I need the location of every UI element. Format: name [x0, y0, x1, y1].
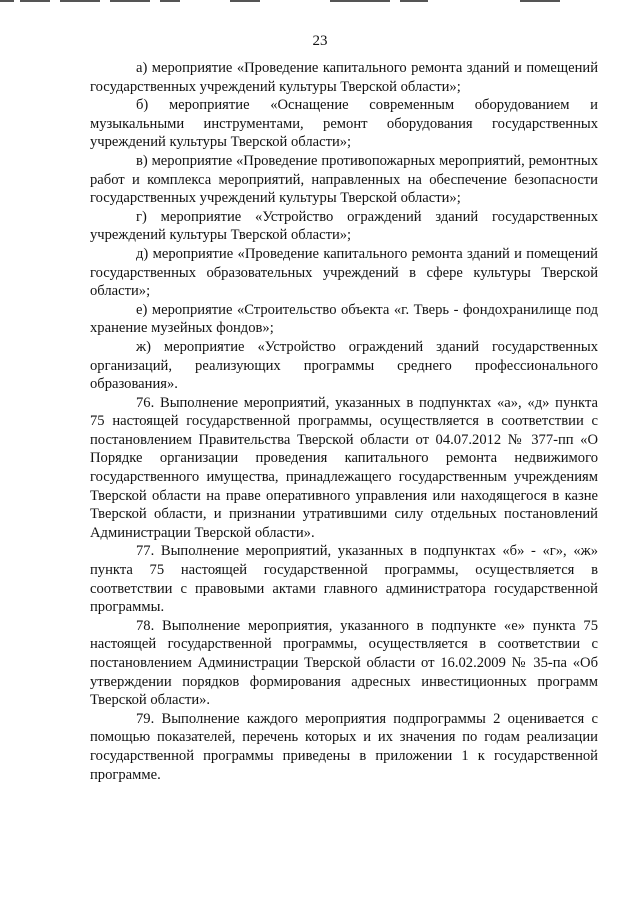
paragraph-item-d: д) мероприятие «Проведение капитального ремонта зданий и помещений государственных образовательных учреждений в сфере культуры Тверской области»;	[90, 245, 598, 300]
paragraph-item-e: е) мероприятие «Строительство объекта «г. Тверь - фондохранилище под хранение музейных фондов»;	[90, 301, 598, 337]
paragraph-item-a: а) мероприятие «Проведение капитального ремонта зданий и помещений государственных учреждений культуры Тверской области»;	[90, 60, 598, 95]
paragraph-item-v: в) мероприятие «Проведение противопожарных мероприятий, ремонтных работ и комплекса мероприятий, направленных на обеспечение безопасности государственных учреждений культуры Тверской области»;	[90, 152, 598, 207]
paragraph-78: 78. Выполнение мероприятия, указанного в подпункте «е» пункта 75 настоящей государственной программы, осуществляется в соответствии с постановлением Администрации Тверской области от 16.02.2009 № 35-па «Об утверждении порядков формирования адресных инвестиционных программ Тверской области».	[90, 617, 598, 709]
paragraph-item-b: б) мероприятие «Оснащение современным оборудованием и музыкальными инструментами, ремонт оборудования государственных учреждений культуры Тверской области»;	[90, 97, 598, 151]
paragraph-item-g: г) мероприятие «Устройство ограждений зданий государственных учреждений культуры Тверской области»;	[90, 208, 598, 244]
page-number: 23	[312, 33, 328, 49]
paragraph-item-zh: ж) мероприятие «Устройство ограждений зданий государственных организаций, реализующих программы среднего профессионального образования».	[90, 338, 598, 393]
paragraph-79: 79. Выполнение каждого мероприятия подпрограммы 2 оценивается с помощью показателей, перечень которых и их значения по годам реализации государственной программы приведены в приложении 1 к государственной программе.	[90, 710, 598, 783]
paragraph-77: 77. Выполнение мероприятий, указанных в подпунктах «б» - «г», «ж» пункта 75 настоящей государственной программы, осуществляется в соответствии с правовыми актами главного администратора государственной программы.	[90, 543, 598, 616]
scan-edge-marks	[0, 0, 640, 6]
paragraph-76: 76. Выполнение мероприятий, указанных в подпунктах «а», «д» пункта 75 настоящей государственной программы, осуществляется в соответствии с постановлением Правительства Тверской области от 04.07.2012 № 377-пп «О Порядке организации проведения капитального ремонта недвижимого государственного имущества, принадлежащего государственным учреждениям Тверской области на праве оперативного управления или находящегося в казне Тверской области, и признании утратившими силу отдельных постановлений Администрации Тверской области».	[90, 394, 598, 541]
document-body	[90, 59, 598, 784]
